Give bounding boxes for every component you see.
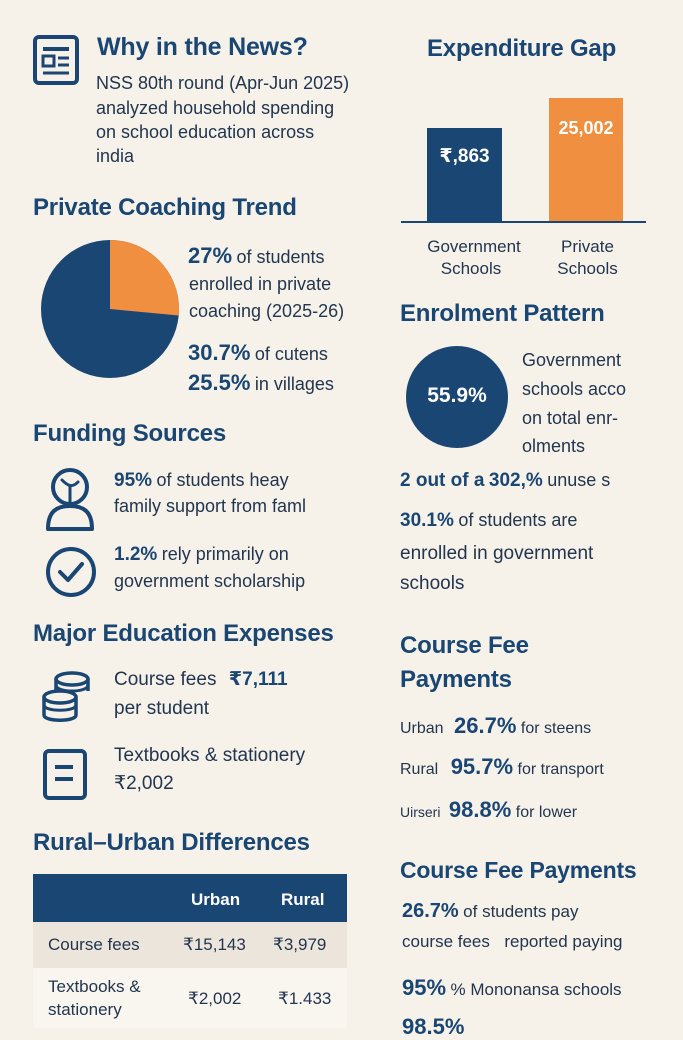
enrolment-stat-2-line-2: enrolled in government xyxy=(400,543,594,564)
coaching-stat-1-line-3: coaching (2025-26) xyxy=(189,301,345,321)
coaching-stat-1-text: of students xyxy=(236,247,325,267)
expenses-item-2-label: Textbooks & stationery xyxy=(114,745,306,766)
coursefee-2-stat-1-value: 26.7% xyxy=(402,900,459,922)
coaching-pie-chart xyxy=(40,239,180,379)
coursefee-1-row-3-label: Uirseri xyxy=(400,804,441,820)
funding-item-1 xyxy=(114,467,289,493)
enrolment-title: Enrolment Pattern xyxy=(400,300,605,327)
coursefee-1-row-rural-text: for transport xyxy=(517,761,604,778)
funding-item-1-value: 95% xyxy=(114,470,153,491)
table-row-2-urban: ₹2,002 xyxy=(188,989,242,1008)
table-row-1-label: Course fees xyxy=(48,935,140,954)
pie-slice-coaching xyxy=(110,240,179,316)
coursefee-2-line-2-a: course fees xyxy=(402,932,490,951)
coaching-stat-2-text: of cutens xyxy=(254,344,328,364)
enrolment-stat-2-value: 30.1% xyxy=(400,510,454,531)
textbook-icon xyxy=(42,748,90,802)
coins-icon xyxy=(40,670,92,724)
table-row-2-label-2: stationery xyxy=(48,1000,122,1019)
coursefee-2-stat-1 xyxy=(402,899,578,925)
rural-urban-title: Rural–Urban Differences xyxy=(33,829,310,856)
expenditure-title: Expenditure Gap xyxy=(427,35,617,62)
enrolment-line-3: on total enr- xyxy=(522,408,619,428)
bar-private xyxy=(549,98,623,223)
chart-baseline xyxy=(401,221,646,223)
coursefee-2-line-2 xyxy=(402,929,622,955)
coursefee-2-stat-4-value: 98.5% xyxy=(402,1014,465,1039)
enrolment-circle-value: 55.9% xyxy=(427,384,487,407)
expenses-item-1-value: ₹7,111 xyxy=(228,669,288,690)
gov-axis-label-1: Government xyxy=(427,237,521,256)
expenses-item-1 xyxy=(114,667,288,693)
enrolment-stat-2-text: of students are xyxy=(458,510,578,530)
coursefee-1-row-3 xyxy=(400,797,577,826)
enrolment-stat-2 xyxy=(400,507,577,533)
coursefee-2-stat-3-value: 95% xyxy=(402,975,447,1000)
coursefee-2-stat-4 xyxy=(402,1014,464,1040)
coursefee-1-row-rural-label: Rural xyxy=(400,761,439,778)
bar-private-label: 25,002 xyxy=(558,118,614,138)
coursefee-2-line-2-b: reported paying xyxy=(504,932,623,951)
enrolment-stat-1 xyxy=(400,467,610,493)
news-line-1: NSS 80th round (Apr-Jun 2025) xyxy=(96,73,350,93)
priv-axis-label-2: Schools xyxy=(557,259,618,278)
funding-item-1-text: of students heay xyxy=(156,470,289,490)
coursefee-2-stat-3-text: % Mononansa schools xyxy=(450,980,622,999)
coaching-title: Private Coaching Trend xyxy=(33,194,297,221)
table-row xyxy=(33,922,347,968)
coursefee-1-row-rural-value: 95.7% xyxy=(450,754,514,779)
coaching-stat-2-value: 30.7% xyxy=(188,340,251,365)
enrolment-line-2: schools acco xyxy=(522,379,627,399)
table-row-2-rural: ₹1.433 xyxy=(278,989,332,1008)
enrolment-stat-1-text: unuse s xyxy=(547,470,611,490)
newspaper-icon xyxy=(32,34,80,86)
enrolment-stat-1-value: 302,% xyxy=(488,470,543,491)
coursefee-1-row-urban-text: for steens xyxy=(520,720,592,737)
coaching-stat-3-text: in villages xyxy=(254,374,334,394)
expenses-item-2-value: ₹2,002 xyxy=(114,773,174,794)
bar-government xyxy=(427,128,502,223)
coaching-stat-1-value: 27% xyxy=(188,243,233,268)
coursefee-1-title-line-2: Payments xyxy=(400,666,512,693)
enrolment-stat-1-bold: 2 out of a xyxy=(400,470,485,491)
bar-government-label: ₹,863 xyxy=(439,146,490,167)
coaching-stat-1-line-2: enrolled in private xyxy=(189,274,332,294)
priv-axis-label-1: Private xyxy=(561,237,614,256)
table-row-2-label-1: Textbooks & xyxy=(48,977,141,996)
coaching-stat-1 xyxy=(188,243,325,270)
funding-item-2 xyxy=(114,541,289,567)
coursefee-1-row-rural xyxy=(400,754,604,783)
family-support-icon xyxy=(42,466,98,532)
expenses-item-1-line-2: per student xyxy=(114,698,210,719)
coursefee-1-row-urban-label: Urban xyxy=(400,720,444,737)
checkmark-circle-icon xyxy=(44,545,98,599)
funding-item-2-line-2: government scholarship xyxy=(114,571,306,591)
news-line-2: analyzed household spending xyxy=(96,98,335,118)
coursefee-1-row-urban-value: 26.7% xyxy=(454,713,517,738)
table-row-1-rural: ₹3,979 xyxy=(273,935,327,954)
enrolment-line-4: olments xyxy=(522,436,586,456)
coaching-stat-3 xyxy=(188,370,334,397)
news-line-3: on school education across xyxy=(96,122,315,142)
expenses-item-1-label: Course fees xyxy=(114,669,217,690)
funding-item-2-text: rely primarily on xyxy=(161,544,289,564)
enrolment-line-1: Government xyxy=(522,350,622,370)
expenses-title: Major Education Expenses xyxy=(33,620,334,647)
news-line-4: india xyxy=(96,146,135,166)
table-header-row xyxy=(33,874,347,922)
coaching-stat-2 xyxy=(188,340,328,367)
coursefee-2-title: Course Fee Payments xyxy=(400,857,637,883)
funding-item-2-value: 1.2% xyxy=(114,544,158,565)
coursefee-2-stat-1-text: of students pay xyxy=(463,902,579,921)
funding-title: Funding Sources xyxy=(33,420,227,447)
coaching-stat-3-value: 25.5% xyxy=(188,370,251,395)
coursefee-1-row-urban xyxy=(400,713,591,742)
coursefee-2-stat-3 xyxy=(402,975,622,1003)
table-row-1-urban: ₹15,143 xyxy=(183,935,246,954)
coursefee-1-row-3-value: 98.8% xyxy=(448,797,512,822)
coursefee-1-row-3-text: for lower xyxy=(515,804,578,821)
gov-axis-label-2: Schools xyxy=(440,259,502,278)
table-row xyxy=(33,968,347,1028)
table-header-urban: Urban xyxy=(191,890,241,909)
funding-item-1-line-2: family support from faml xyxy=(114,496,307,516)
coursefee-1-title-line-1: Course Fee xyxy=(400,632,529,659)
enrolment-stat-2-line-3: schools xyxy=(400,573,465,594)
rural-urban-table xyxy=(33,874,347,1028)
table-header-rural: Rural xyxy=(281,890,325,909)
news-title: Why in the News? xyxy=(97,33,308,61)
